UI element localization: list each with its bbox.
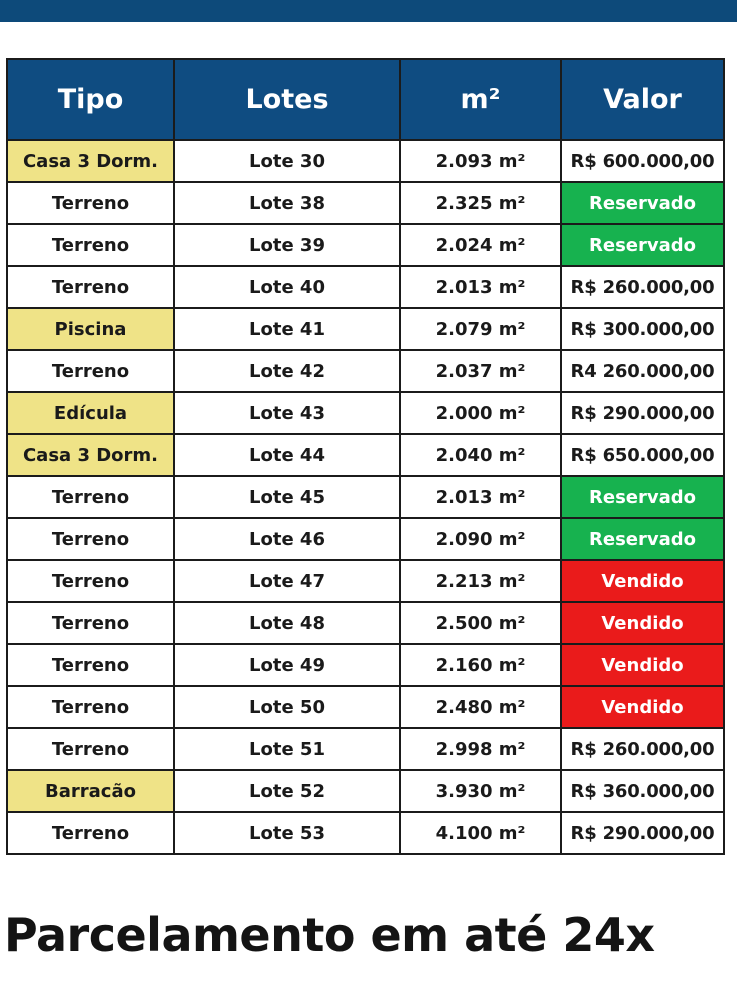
cell-valor-price: R$ 650.000,00 <box>561 434 724 476</box>
cell-area: 2.998 m² <box>400 728 561 770</box>
table-row <box>7 728 724 770</box>
table-row <box>7 140 724 182</box>
cell-lote: Lote 49 <box>174 644 400 686</box>
cell-tipo: Terreno <box>7 224 174 266</box>
table-row <box>7 812 724 854</box>
header-area: m² <box>400 59 561 140</box>
cell-tipo: Barracão <box>7 770 174 812</box>
cell-lote: Lote 39 <box>174 224 400 266</box>
header-tipo: Tipo <box>7 59 174 140</box>
cell-valor-price: R$ 260.000,00 <box>561 266 724 308</box>
cell-tipo: Terreno <box>7 602 174 644</box>
cell-valor-price: R$ 260.000,00 <box>561 728 724 770</box>
cell-area: 3.930 m² <box>400 770 561 812</box>
status-badge-vendido: Vendido <box>561 602 724 644</box>
cell-area: 2.079 m² <box>400 308 561 350</box>
cell-valor-price: R$ 290.000,00 <box>561 392 724 434</box>
cell-lote: Lote 30 <box>174 140 400 182</box>
cell-lote: Lote 46 <box>174 518 400 560</box>
table-row <box>7 518 724 560</box>
cell-lote: Lote 53 <box>174 812 400 854</box>
table-row <box>7 476 724 518</box>
status-badge-reservado: Reservado <box>561 182 724 224</box>
table-row <box>7 392 724 434</box>
status-badge-reservado: Reservado <box>561 224 724 266</box>
cell-area: 2.093 m² <box>400 140 561 182</box>
cell-area: 2.500 m² <box>400 602 561 644</box>
cell-area: 2.480 m² <box>400 686 561 728</box>
cell-tipo: Casa 3 Dorm. <box>7 140 174 182</box>
cell-lote: Lote 47 <box>174 560 400 602</box>
table-row <box>7 560 724 602</box>
cell-lote: Lote 45 <box>174 476 400 518</box>
cell-area: 4.100 m² <box>400 812 561 854</box>
cell-valor-price: R$ 300.000,00 <box>561 308 724 350</box>
table-row <box>7 602 724 644</box>
table-body <box>7 140 724 854</box>
cell-lote: Lote 52 <box>174 770 400 812</box>
cell-tipo: Casa 3 Dorm. <box>7 434 174 476</box>
cell-area: 2.037 m² <box>400 350 561 392</box>
cell-tipo: Terreno <box>7 518 174 560</box>
cell-tipo: Terreno <box>7 812 174 854</box>
cell-area: 2.013 m² <box>400 476 561 518</box>
cell-lote: Lote 50 <box>174 686 400 728</box>
installment-note: Parcelamento em até 24x <box>4 908 655 962</box>
header-valor: Valor <box>561 59 724 140</box>
cell-valor-price: R4 260.000,00 <box>561 350 724 392</box>
cell-lote: Lote 38 <box>174 182 400 224</box>
table-row <box>7 644 724 686</box>
cell-tipo: Terreno <box>7 560 174 602</box>
status-badge-reservado: Reservado <box>561 518 724 560</box>
table-row <box>7 308 724 350</box>
status-badge-vendido: Vendido <box>561 560 724 602</box>
cell-tipo: Terreno <box>7 728 174 770</box>
cell-lote: Lote 44 <box>174 434 400 476</box>
cell-valor-price: R$ 290.000,00 <box>561 812 724 854</box>
cell-area: 2.024 m² <box>400 224 561 266</box>
cell-area: 2.160 m² <box>400 644 561 686</box>
cell-area: 2.325 m² <box>400 182 561 224</box>
top-banner-bar <box>0 0 737 22</box>
cell-valor-price: R$ 600.000,00 <box>561 140 724 182</box>
cell-tipo: Terreno <box>7 476 174 518</box>
cell-area: 2.013 m² <box>400 266 561 308</box>
table-header <box>7 59 724 140</box>
cell-area: 2.000 m² <box>400 392 561 434</box>
status-badge-vendido: Vendido <box>561 686 724 728</box>
cell-valor-price: R$ 360.000,00 <box>561 770 724 812</box>
cell-area: 2.090 m² <box>400 518 561 560</box>
table-row <box>7 266 724 308</box>
table-row <box>7 224 724 266</box>
cell-tipo: Terreno <box>7 686 174 728</box>
cell-area: 2.213 m² <box>400 560 561 602</box>
cell-lote: Lote 48 <box>174 602 400 644</box>
cell-lote: Lote 41 <box>174 308 400 350</box>
table-header-row <box>7 59 724 140</box>
table-row <box>7 686 724 728</box>
cell-tipo: Terreno <box>7 182 174 224</box>
lots-table <box>6 58 725 855</box>
header-lotes: Lotes <box>174 59 400 140</box>
cell-tipo: Edícula <box>7 392 174 434</box>
cell-tipo: Terreno <box>7 350 174 392</box>
status-badge-vendido: Vendido <box>561 644 724 686</box>
cell-lote: Lote 51 <box>174 728 400 770</box>
cell-area: 2.040 m² <box>400 434 561 476</box>
cell-tipo: Piscina <box>7 308 174 350</box>
table-row <box>7 770 724 812</box>
status-badge-reservado: Reservado <box>561 476 724 518</box>
table-row <box>7 350 724 392</box>
table-row <box>7 182 724 224</box>
cell-lote: Lote 40 <box>174 266 400 308</box>
cell-lote: Lote 43 <box>174 392 400 434</box>
cell-tipo: Terreno <box>7 644 174 686</box>
cell-lote: Lote 42 <box>174 350 400 392</box>
table-row <box>7 434 724 476</box>
cell-tipo: Terreno <box>7 266 174 308</box>
